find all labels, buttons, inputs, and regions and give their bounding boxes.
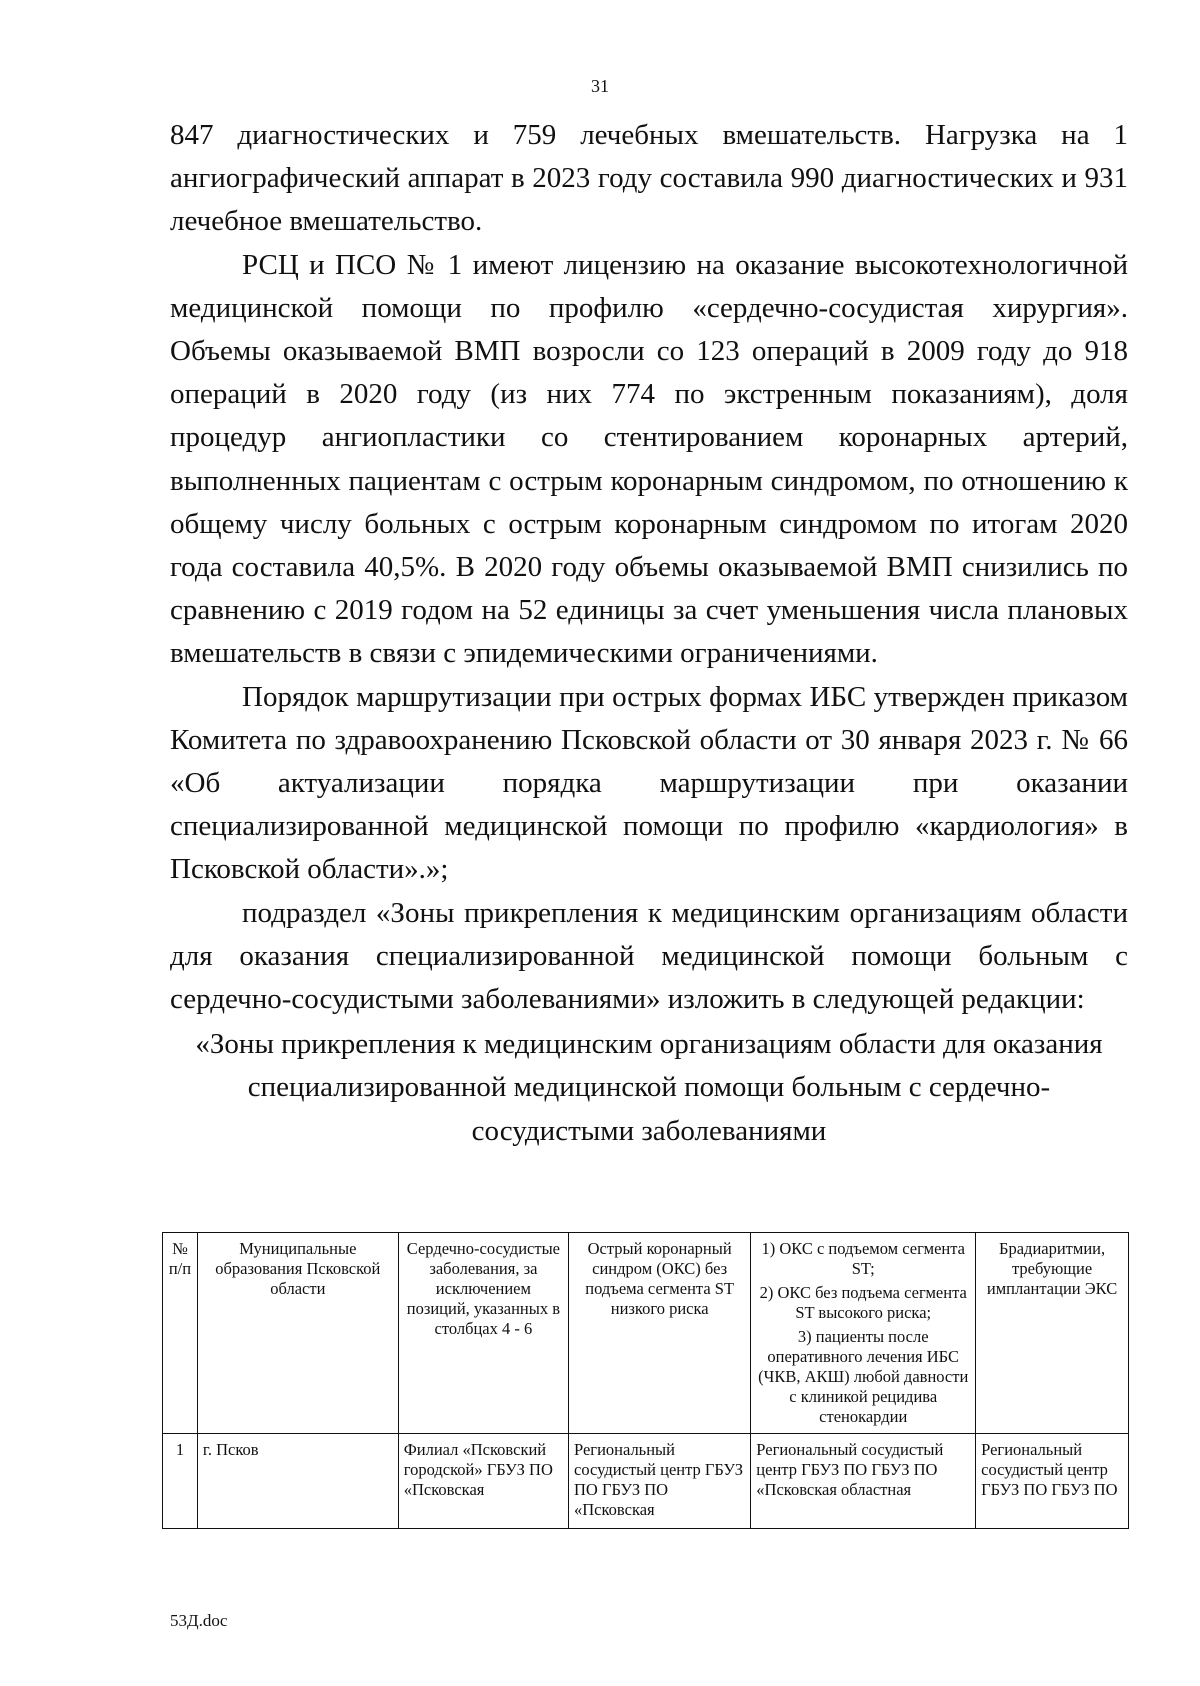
header-acs-item-3: 3) пациенты после оперативного лечения ИБС (ЧКВ, АКШ) любой давности с клиникой рецидива стенокардии — [758, 1327, 969, 1426]
paragraph-license: РСЦ и ПСО № 1 имеют лицензию на оказание высокотехнологичной медицинской помощи по профилю «сердечно-сосудистая хирургия». Объемы оказываемой ВМП возросли со 123 операций в 2009 году до 918 операций в 2020 году (из них 774 по экстренным показаниям), доля процедур ангиопластики со стентированием коронарных артерий, выполненных пациентам с острым коронарным синдромом, по отношению к общему числу больных с острым коронарным синдромом по итогам 2020 года составила 40,5%. В 2020 году объемы оказываемой ВМП снизились по сравнению с 2019 годом на 52 единицы за счет уменьшения числа плановых вмешательств в связи с эпидемическими ограничениями. — [170, 248, 1128, 670]
section-heading-line-2: специализированной медицинской помощи больным с сердечно- — [247, 1071, 1051, 1104]
header-acs-item-2: 2) ОКС без подъема сегмента ST высокого риска; — [759, 1283, 967, 1322]
cell-municipality: г. Псков — [197, 1434, 398, 1529]
attachment-zones-table — [162, 1232, 1129, 1529]
footer-filename: 53Д.doc — [170, 1611, 228, 1630]
header-number: № п/п — [163, 1233, 198, 1434]
table-row — [163, 1434, 1129, 1529]
table-header-row — [163, 1233, 1129, 1434]
header-bradyarrhythmia: Брадиаритмии, требующие имплантации ЭКС — [976, 1233, 1129, 1434]
page-number: 31 — [591, 76, 609, 96]
body-text — [170, 114, 1128, 1153]
header-municipality: Муниципальные образования Псковской области — [197, 1233, 398, 1434]
cell-number: 1 — [163, 1434, 198, 1529]
cell-cardiovascular: Филиал «Псковский городской» ГБУЗ ПО «Псковская — [398, 1434, 568, 1529]
cell-acs-low-risk: Региональный сосудистый центр ГБУЗ ПО ГБУЗ ПО «Псковская — [569, 1434, 751, 1529]
cell-acs-high-risk: Региональный сосудистый центр ГБУЗ ПО ГБУЗ ПО «Псковская областная — [751, 1434, 976, 1529]
paragraph-interventions: 847 диагностических и 759 лечебных вмешательств. Нагрузка на 1 ангиографический аппарат в 2023 году составила 990 диагностических и 931 лечебное вмешательство. — [170, 119, 1128, 238]
paragraph-subsection: подраздел «Зоны прикрепления к медицинским организациям области для оказания специализированной медицинской помощи больным с сердечно-сосудистыми заболеваниями» изложить в следующей редакции: — [170, 896, 1128, 1016]
section-heading-line-1: «Зоны прикрепления к медицинским организациям области для оказания — [195, 1028, 1103, 1061]
header-cardiovascular: Сердечно-сосудистые заболевания, за исключением позиций, указанных в столбцах 4 - 6 — [398, 1233, 568, 1434]
paragraph-routing-order: Порядок маршрутизации при острых формах ИБС утвержден приказом Комитета по здравоохранению Псковской области от 30 января 2023 г. № 66 «Об актуализации порядка маршрутизации при оказании специализированной медицинской помощи по профилю «кардиология» в Псковской области».»; — [170, 680, 1128, 886]
section-heading — [170, 1023, 1128, 1153]
header-acs-item-1: 1) ОКС с подъемом сегмента ST; — [761, 1239, 965, 1278]
header-acs-low-risk: Острый коронарный синдром (ОКС) без подъема сегмента ST низкого риска — [569, 1233, 751, 1434]
cell-bradyarrhythmia: Региональный сосудистый центр ГБУЗ ПО ГБУЗ ПО — [976, 1434, 1129, 1529]
header-acs-high-risk — [751, 1233, 976, 1434]
section-heading-line-3: сосудистыми заболеваниями — [471, 1114, 827, 1147]
